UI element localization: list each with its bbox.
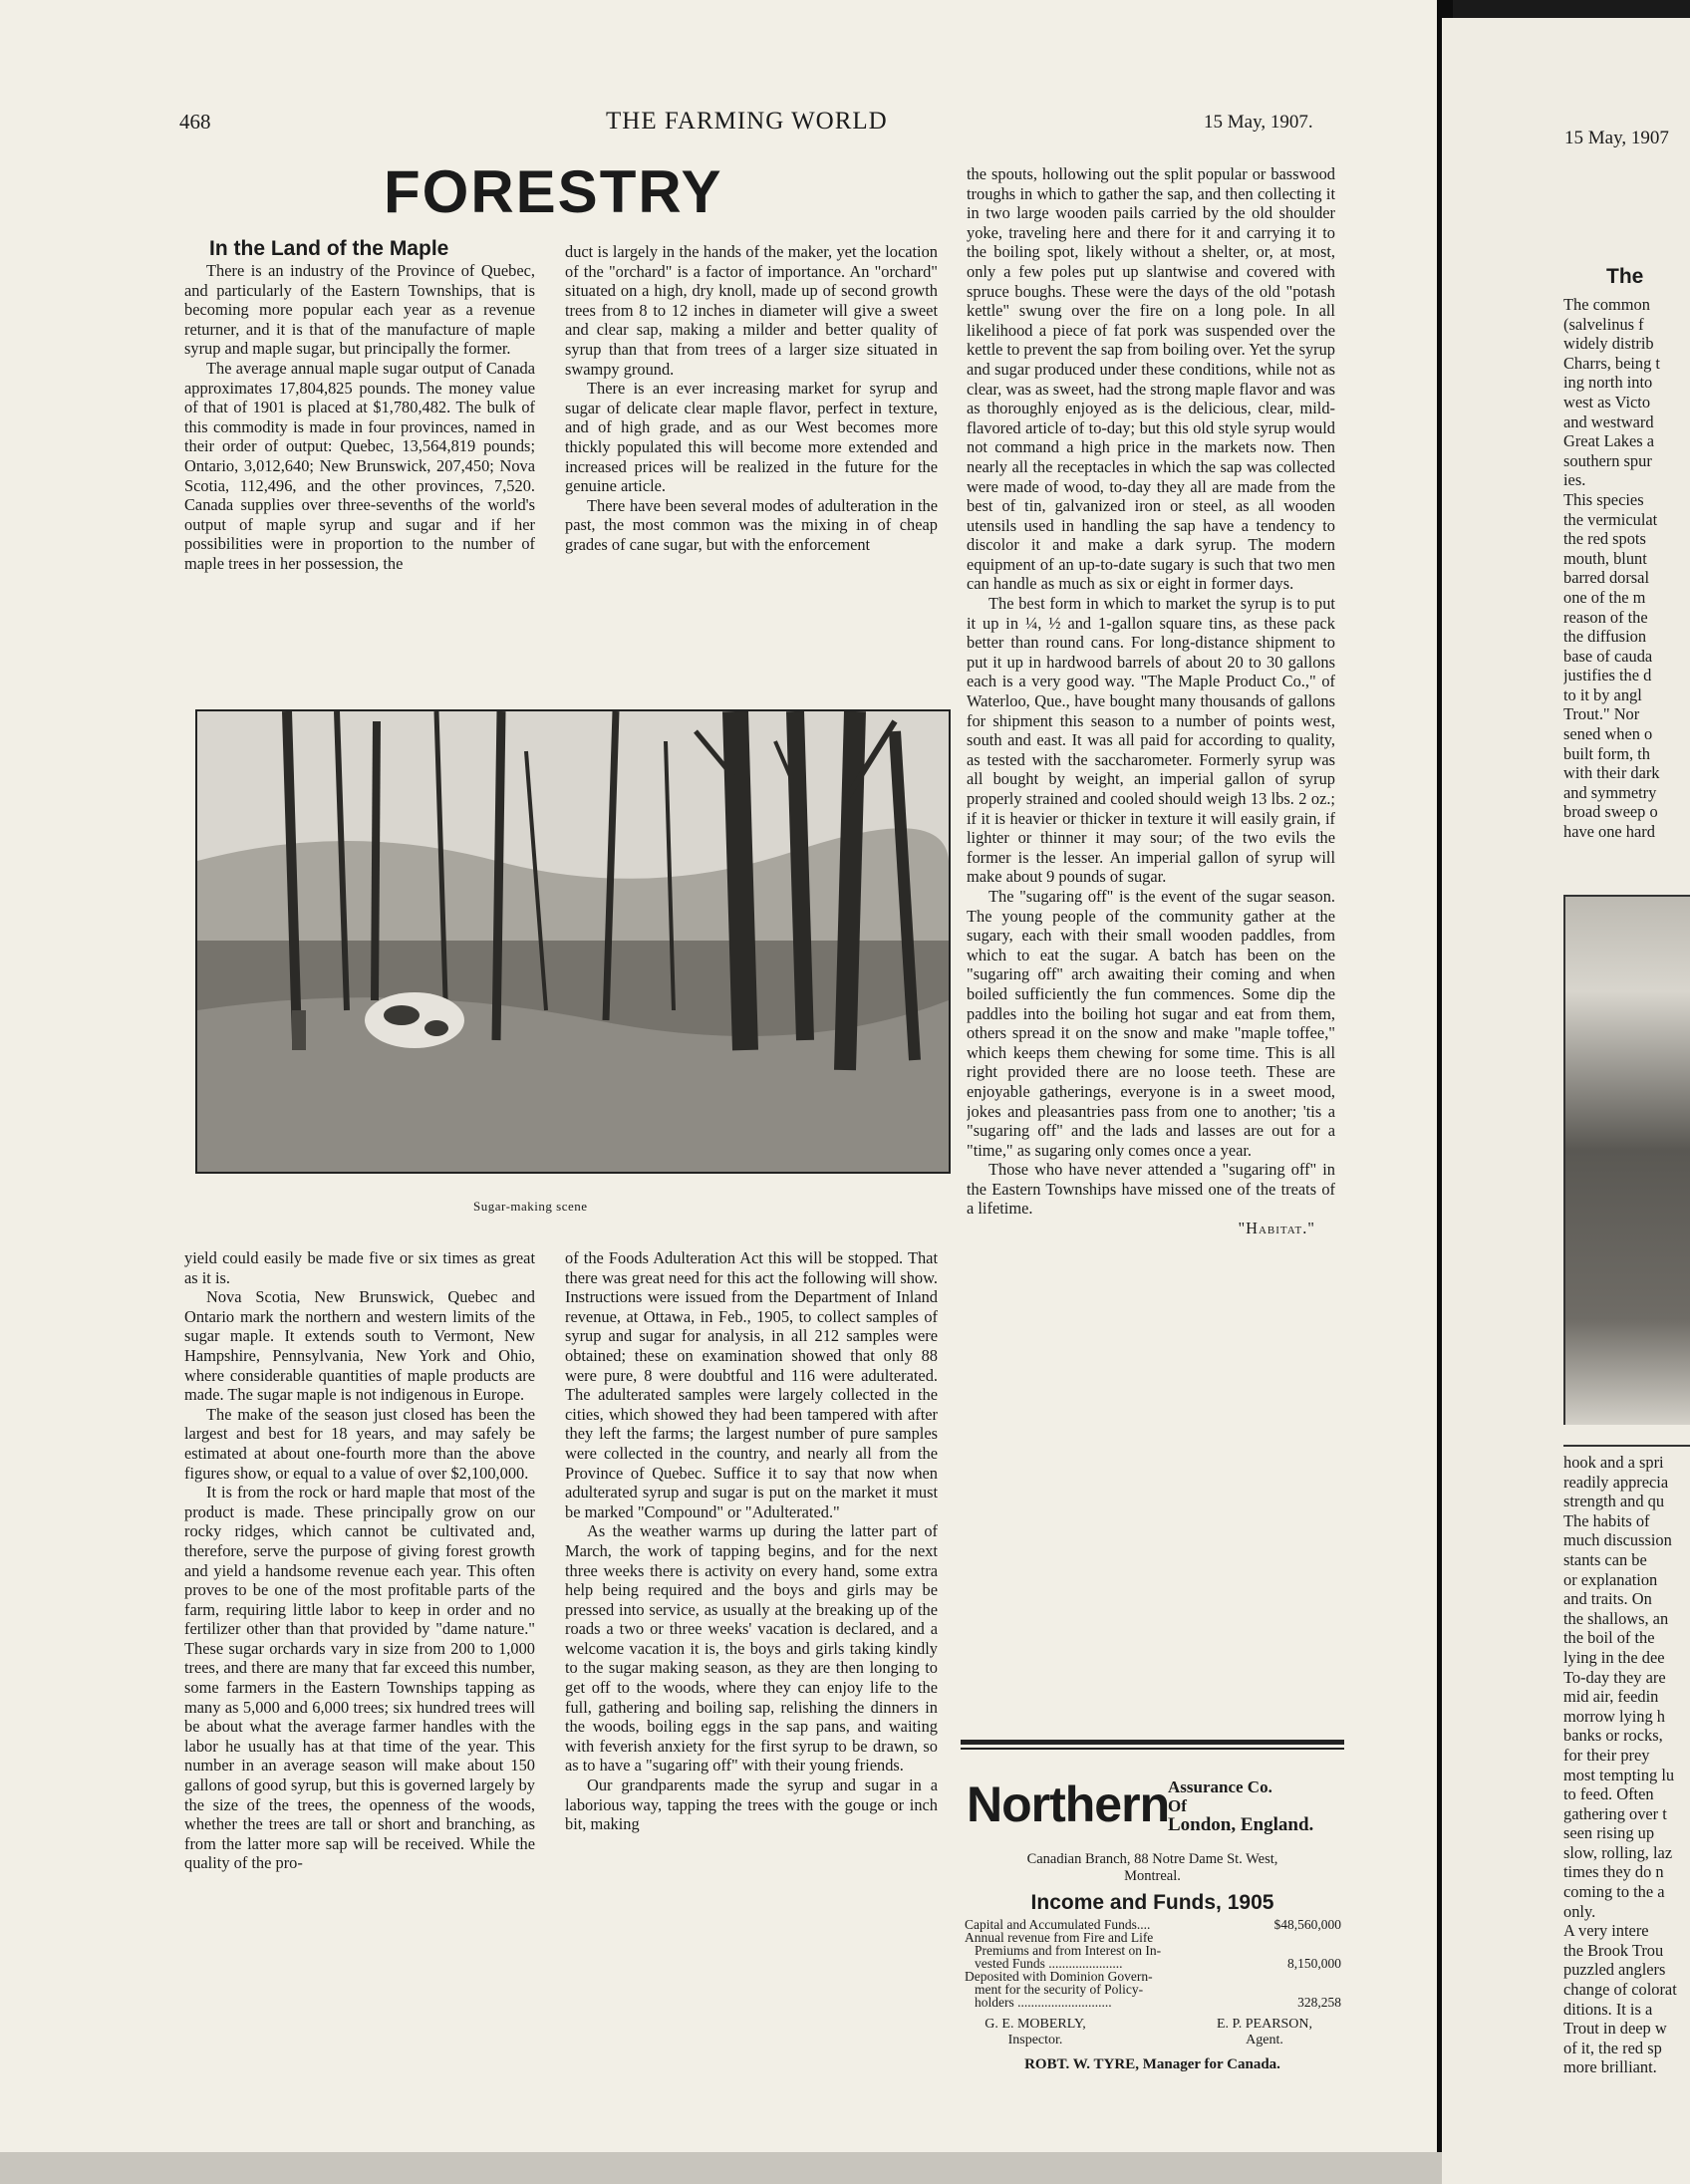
- text-line: to feed. Often: [1563, 1784, 1654, 1804]
- paragraph: The average annual maple sugar output of Canada approximates 17,804,825 pounds. The money value of that of 1901 is placed at $1,780,482. The bulk of this commodity is made in four provinces, named in their order of output: Quebec, 13,564,819 pounds; Ontario, 3,012,640; New Brunswick, 207,450; Nova Scotia, 112,496, and the other provinces, 7,520. Canada supplies over three-sevenths of the world's output of maple syrup and sugar and if her possibilities were in proportion to the number of maple trees in her possession, the: [184, 358, 535, 573]
- ad-inspector-role: Inspector.: [1007, 2033, 1063, 2048]
- ad-row-value: 8,150,000: [1287, 1956, 1341, 1971]
- ad-company-line: Assurance Co.: [1168, 1777, 1272, 1796]
- text-line: base of cauda: [1563, 646, 1653, 666]
- column-2-top: [565, 242, 938, 681]
- text-line: lying in the dee: [1563, 1647, 1665, 1667]
- ad-agent: [1185, 2017, 1344, 2048]
- paragraph: Those who have never attended a "sugaring off" in the Eastern Townships have missed one of the treats of a lifetime.: [967, 1160, 1335, 1219]
- paragraph: There is an industry of the Province of Quebec, and particularly of the Eastern Townships, that is becoming more popular each year as a revenue returner, and it is that of the manufacture of maple syrup and maple sugar, but principally the former.: [184, 261, 535, 359]
- ad-row-value: $48,560,000: [1273, 1917, 1341, 1932]
- text-line: only.: [1563, 1901, 1596, 1921]
- text-line: and symmetry: [1563, 782, 1657, 802]
- text-line: broad sweep o: [1563, 802, 1658, 822]
- text-line: west as Victo: [1563, 392, 1651, 411]
- ad-row-label: Capital and Accumulated Funds....: [965, 1917, 1151, 1932]
- text-line: justifies the d: [1563, 666, 1652, 685]
- text-line: The common: [1563, 295, 1650, 314]
- text-line: for their prey: [1563, 1745, 1650, 1765]
- right-page: [1442, 18, 1690, 2184]
- text-line: to it by angl: [1563, 684, 1642, 704]
- ad-top-rule-thin: [961, 1748, 1344, 1750]
- paragraph: There is an ever increasing market for syrup and sugar of delicate clear maple flavor, perfect in texture, and of high grade, and as our West becomes more thickly populated this will become more extended and increased prices will be realized in the future for the genuine article.: [565, 379, 938, 496]
- text-line: most tempting lu: [1563, 1765, 1675, 1784]
- text-line: have one hard: [1563, 822, 1655, 842]
- paragraph: There have been several modes of adulteration in the past, the most common was the mixing in of cheap grades of cane sugar, but with the enforcement: [565, 495, 938, 554]
- text-line: the boil of the: [1563, 1628, 1655, 1648]
- text-line: reason of the: [1563, 607, 1648, 627]
- ad-branch-line: Montreal.: [1124, 1868, 1181, 1884]
- text-line: mid air, feedin: [1563, 1687, 1659, 1707]
- ad-row-label: ment for the security of Policy-: [975, 1982, 1144, 1997]
- ad-funds-title: Income and Funds, 1905: [1030, 1891, 1274, 1914]
- page-number: 468: [179, 110, 211, 134]
- text-line: barred dorsal: [1563, 568, 1650, 588]
- ad-row-label: vested Funds ......................: [975, 1956, 1123, 1971]
- text-line: morrow lying h: [1563, 1706, 1665, 1726]
- text-line: change of colorat: [1563, 1980, 1677, 2000]
- paragraph: The "sugaring off" is the event of the sugar season. The young people of the community gather at the sugary, each with their small wooden paddles, from which to eat the sugar. A batch has been on the "sugaring off" arch awaiting their coming and when boiled sufficiently the fun commences. Some dip the paddles into the boiling hot sugar and eat from them, others spread it on the snow and make "maple toffee," which keeps them chewing for some time. This is all right provided there are no loose teeth. These are enjoyable gatherings, everyone is in a sweet mood, jokes and pleasantries pass from one to another; 'tis a "sugaring off" and the lads and lasses are out for a "time," as sugaring only comes once a year.: [967, 886, 1335, 1160]
- ad-inspector: [961, 2017, 1110, 2048]
- paragraph: yield could easily be made five or six times as great as it is.: [184, 1248, 535, 1287]
- text-line: the vermiculat: [1563, 509, 1658, 529]
- ad-company-line: Of: [1168, 1796, 1187, 1815]
- column-1-top: [184, 261, 535, 680]
- article-signature: "Habitat.": [1238, 1219, 1315, 1238]
- text-line: A very intere: [1563, 1921, 1649, 1941]
- ad-company-line: London, England.: [1168, 1814, 1314, 1835]
- text-line: ies.: [1563, 470, 1586, 490]
- text-line: sened when o: [1563, 724, 1653, 744]
- paragraph: of the Foods Adulteration Act this will be stopped. That there was great need for this act the following will show. Instructions were issued from the Department of Inland revenue, at Ottawa, in Feb., 1905, to collect samples of syrup and sugar for analysis, in all 212 samples were obtained; these on examination showed that only 88 were pure, 8 were doubtful and 116 were adulterated. The adulterated samples were largely collected in the cities, which showed they had been tampered with after they left the farms; the largest number of pure samples were collected in the country, and nearly all from the Province of Quebec. Suffice it to say that now when adulterated syrup and sugar is put on the market it must be marked "Compound" or "Adulterated.": [565, 1248, 938, 1521]
- text-line: southern spur: [1563, 450, 1652, 470]
- text-line: slow, rolling, laz: [1563, 1842, 1673, 1862]
- text-line: with their dark: [1563, 763, 1660, 783]
- paragraph: Our grandparents made the syrup and sugar in a laborious way, tapping the trees with the gouge or inch bit, making: [565, 1775, 938, 1834]
- paragraph: The best form in which to market the syrup is to put it up in ¼, ½ and 1-gallon square tins, as these pack better than round cans. For long-distance shipment to put it up in hardwood barrels of about 20 to 30 gallons each is a very good way. "The Maple Product Co.," of Waterloo, Que., have bought many thousands of gallons for shipment this season to a number of points west, south and east. It was all paid for according to quality, as tested with the saccharometer. Formerly syrup was all bought by weight, an imperial gallon of syrup properly strained and cooled should weigh 13 lbs. 2 oz.; if it is heavier or thicker in texture it will easily grain, if lighter or thinner it may sour; of the two evils the former is the lesser. An imperial gallon of syrup will make about 9 pounds of sugar.: [967, 594, 1335, 887]
- text-line: ditions. It is a: [1563, 1999, 1653, 2019]
- text-line: Charrs, being t: [1563, 353, 1660, 373]
- ad-row-label: holders ............................: [975, 1995, 1112, 2010]
- text-line: much discussion: [1563, 1530, 1672, 1550]
- ad-agent-role: Agent.: [1246, 2033, 1283, 2048]
- section-title: FORESTRY: [384, 158, 723, 225]
- text-line: mouth, blunt: [1563, 548, 1647, 568]
- ad-brand: Northern: [967, 1776, 1170, 1832]
- paragraph: The make of the season just closed has been the largest and best for 18 years, and may safely be estimated at about one-fourth more than the above figures show, or equal to a value of over $2,100,000.: [184, 1404, 535, 1483]
- right-page-fish-photo: [1563, 895, 1690, 1425]
- text-line: The habits of: [1563, 1510, 1650, 1530]
- ad-row: [965, 1995, 1341, 2010]
- text-line: puzzled anglers: [1563, 1960, 1666, 1980]
- text-line: coming to the a: [1563, 1882, 1665, 1902]
- column-3: [967, 164, 1335, 1729]
- column-1-bottom: [184, 1248, 535, 2105]
- text-line: (salvelinus f: [1563, 314, 1644, 334]
- text-line: widely distrib: [1563, 334, 1654, 354]
- text-line: the Brook Trou: [1563, 1940, 1664, 1960]
- text-line: of it, the red sp: [1563, 2038, 1662, 2057]
- text-line: ing north into: [1563, 373, 1653, 393]
- text-line: banks or rocks,: [1563, 1726, 1663, 1746]
- northern-assurance-ad: [961, 1740, 1344, 2078]
- right-page-top-column: [1563, 295, 1690, 893]
- ad-manager: ROBT. W. TYRE, Manager for Canada.: [1024, 2056, 1280, 2072]
- text-line: times they do n: [1563, 1862, 1664, 1882]
- ad-top-rule: [961, 1740, 1344, 1745]
- ad-branch-line: Canadian Branch, 88 Notre Dame St. West,: [1026, 1851, 1278, 1867]
- paragraph: the spouts, hollowing out the split popular or basswood troughs in which to gather the sap, and then collecting it in two large wooden pails carried by the old shoulder yoke, traveling here and there for it and carrying it to the boiling spot, likely without a shelter, or, at most, only a few poles put up slantwise and covered with spruce boughs. These were the days of the old "potash kettle" swung over the fire on a long pole. In all likelihood a piece of fat pork was suspended over the kettle to prevent the sap from boiling over. Yet the syrup and sugar produced under these conditions, while not as clear, was as sweet, had the strong maple flavor and was as thoroughly enjoyed as is the delicious, clear, mild-flavored article of to-day; but this old style syrup would not command a high price in the markets now. Then nearly all the receptacles in which the sap was collected were made of wood, to-day they all are made from the best of tin, galvanized iron or steel, as all wooden utensils used in handling the sap have a tendency to discolor it and make a dark syrup. The modern equipment of an up-to-date sugary is such that two men can handle as much as six or eight in former days.: [967, 164, 1335, 594]
- paragraph: As the weather warms up during the latter part of March, the work of tapping begins, and for the next three weeks there is activity on every hand, some extra help being required and the boys and girls may be pressed into service, as usually at the breaking up of the roads a two or three weeks' vacation is declared, and a welcome vacation it is, the boys and girls taking kindly to the sugar making season, as they are then longing to get off to the woods, where they can enjoy life to the full, gathering and boiling sap, relishing the dinners in the woods, boiling eggs in the sap pans, and waiting with feverish anxiety for the first syrup to be drawn, so as to have a "sugaring off" with their young friends.: [565, 1521, 938, 1775]
- text-line: one of the m: [1563, 587, 1646, 607]
- text-line: Trout in deep w: [1563, 2019, 1667, 2039]
- text-line: the shallows, an: [1563, 1608, 1669, 1628]
- text-line: the diffusion: [1563, 627, 1647, 647]
- text-line: seen rising up: [1563, 1823, 1655, 1843]
- text-line: stants can be: [1563, 1549, 1647, 1569]
- text-line: Great Lakes a: [1563, 431, 1655, 451]
- ad-agent-name: E. P. PEARSON,: [1216, 2017, 1313, 2032]
- right-page-date: 15 May, 1907: [1564, 128, 1669, 148]
- right-page-title: The: [1606, 265, 1644, 288]
- ad-row-label: Annual revenue from Fire and Life: [965, 1930, 1154, 1945]
- forest-scene-illustration: [197, 711, 949, 1172]
- ad-row-label: Deposited with Dominion Govern-: [965, 1969, 1153, 1984]
- ad-row-label: Premiums and from Interest on In-: [975, 1943, 1162, 1958]
- paragraph: duct is largely in the hands of the maker, yet the location of the "orchard" is a factor of importance. An "orchard" situated on a high, dry knoll, made up of second growth trees from 8 to 12 inches in diameter will give a sweet and clear sap, making a milder and better quality of syrup than that from trees of a larger size situated in swampy ground.: [565, 242, 938, 379]
- text-line: or explanation: [1563, 1569, 1658, 1589]
- right-page-rule: [1563, 1445, 1690, 1447]
- sugar-making-photo: [195, 709, 951, 1174]
- paragraph: It is from the rock or hard maple that most of the product is made. These principally grow on our rocky ridges, which cannot be cultivated and, therefore, serve the purpose of giving forest growth and yield a handsome revenue each year. This often proves to be one of the most profitable parts of the farm, requiring little labor to keep in order and no fertilizer other than that provided by "dame nature." These sugar orchards vary in size from 200 to 1,000 trees, and there are many that far exceed this number, some farmers in the Eastern Townships tapping as many as 5,000 and 6,000 trees; six hundred trees will be about what the average farmer handles with the labor he usually has at that time of the year. This number in an average season will make about 150 gallons of good syrup, but this is governed largely by the size of the trees, the openness of the woods, whether the trees are tall or short and branching, as from the latter more sap will be received. While the quality of the pro-: [184, 1483, 535, 1873]
- scan-bottom-edge: [0, 2152, 1450, 2184]
- ad-row-value: 328,258: [1297, 1995, 1341, 2010]
- text-line: gathering over t: [1563, 1803, 1667, 1823]
- publication-title: THE FARMING WORLD: [606, 108, 888, 135]
- text-line: hook and a spri: [1563, 1453, 1664, 1472]
- ad-inspector-name: G. E. MOBERLY,: [985, 2017, 1086, 2032]
- text-line: more brilliant.: [1563, 2057, 1657, 2077]
- photo-caption: Sugar-making scene: [473, 1199, 588, 1214]
- article-title: In the Land of the Maple: [209, 237, 449, 260]
- text-line: strength and qu: [1563, 1492, 1665, 1511]
- text-line: and westward: [1563, 411, 1654, 431]
- text-line: To-day they are: [1563, 1667, 1666, 1687]
- ad-branch-address: [961, 1851, 1344, 1885]
- text-line: and traits. On: [1563, 1589, 1652, 1609]
- right-page-bottom-column: [1563, 1453, 1690, 2110]
- column-2-bottom: [565, 1248, 938, 2105]
- text-line: built form, th: [1563, 743, 1650, 763]
- paragraph: Nova Scotia, New Brunswick, Quebec and Ontario mark the northern and western limits of the sugar maple. It extends south to Vermont, New Hampshire, Pennsylvania, New York and Ohio, where considerable quantities of maple products are made. The sugar maple is not indigenous in Europe.: [184, 1287, 535, 1405]
- text-line: This species: [1563, 489, 1644, 509]
- text-line: readily apprecia: [1563, 1472, 1669, 1492]
- text-line: Trout." Nor: [1563, 704, 1640, 724]
- issue-date: 15 May, 1907.: [1204, 112, 1313, 133]
- ad-company: [1168, 1777, 1313, 1834]
- text-line: the red spots: [1563, 529, 1646, 549]
